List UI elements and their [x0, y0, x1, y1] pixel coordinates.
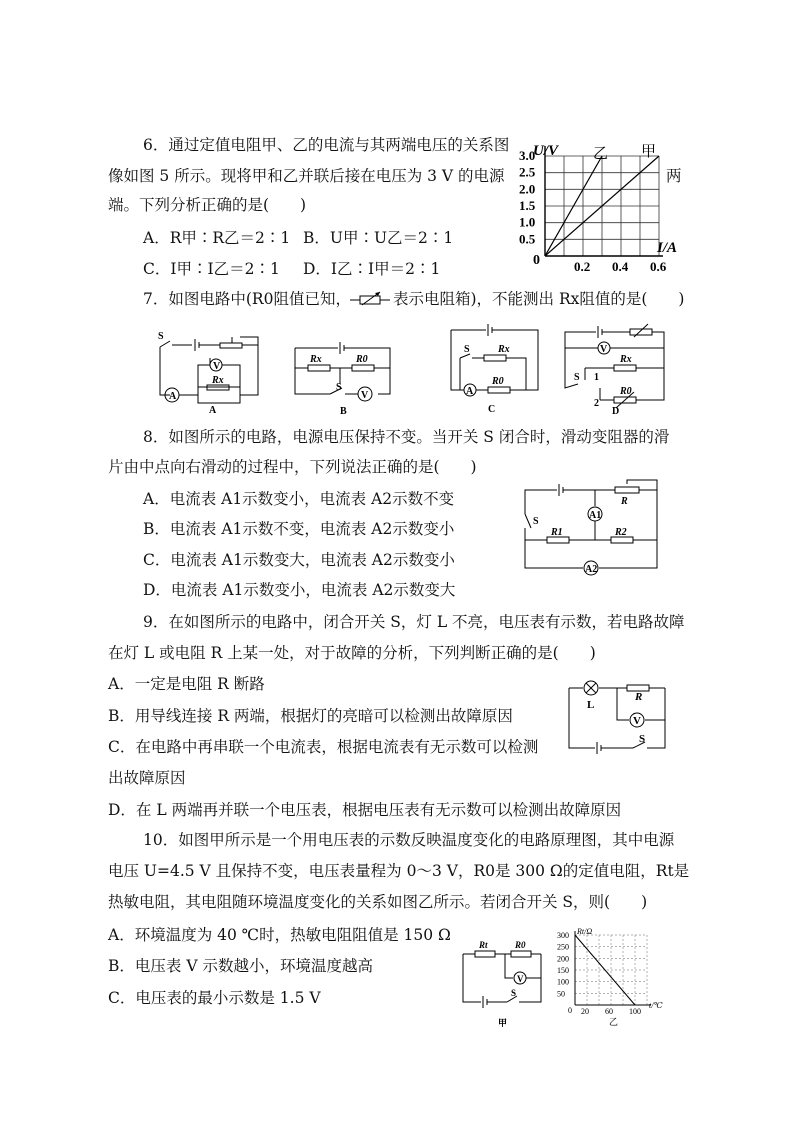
origin-label: 0 [568, 1006, 572, 1015]
circuit-label: A [209, 405, 217, 416]
q10-line1: 10．如图甲所示是一个用电压表的示数反映温度变化的电路原理图，其中电源 [143, 831, 675, 849]
rx-label: Rx [620, 354, 632, 365]
x-tick-label: 0.2 [574, 259, 591, 274]
q8-line2: 片由中点向右滑动的过程中，下列说法正确的是( ) [108, 458, 477, 476]
resistance-box-icon [350, 290, 392, 306]
q7-circuit-c [446, 318, 546, 418]
r0-label: R0 [492, 376, 504, 387]
ammeter-label: A [466, 386, 474, 397]
contact-1-label: 1 [594, 372, 599, 383]
q6-line2: 像如图 5 所示。现将甲和乙并联后接在电压为 3 V 的电源 [108, 167, 505, 185]
r2-label: R0 [356, 354, 368, 365]
switch-label: S [336, 382, 342, 393]
q6-option-b: B．U甲∶U乙＝2∶1 [303, 229, 454, 247]
q9-option-a: A．一定是电阻 R 断路 [108, 675, 265, 693]
caption-jia: 甲 [498, 1018, 508, 1028]
rheostat-label: R [621, 496, 628, 507]
caption-yi: 乙 [609, 1017, 619, 1027]
q10-option-b: B．电压表 V 示数越小，环境温度越高 [108, 957, 373, 975]
a2-label: A2 [585, 564, 598, 575]
contact-2-label: 2 [594, 398, 599, 409]
resistor-label: Rx [212, 375, 224, 386]
q8-option-b: B．电流表 A1示数不变，电流表 A2示数变小 [143, 520, 455, 538]
q7-circuit-b [290, 338, 400, 418]
q8-line1: 8．如图所示的电路，电源电压保持不变。当开关 S 闭合时，滑动变阻器的滑 [143, 428, 670, 446]
circuit-label: D [612, 406, 620, 417]
switch-label: S [158, 331, 164, 342]
q10-graph-yi [555, 925, 675, 1030]
q10-option-a: A．环境温度为 40 ℃时，热敏电阻阻值是 150 Ω [108, 926, 451, 944]
y-tick-label: 0.5 [519, 231, 536, 247]
y-tick-label: 300 [557, 931, 569, 940]
q6-option-a: A．R甲∶R乙＝2∶1 [143, 229, 291, 247]
r0-label: R0 [620, 386, 632, 397]
q10-line3: 热敏电阻，其电阻随环境温度变化的关系如图乙所示。若闭合开关 S，则( ) [108, 893, 648, 911]
circuit-label: C [488, 404, 496, 415]
q6-line1: 6．通过定值电阻甲、乙的电流与其两端电压的关系图 [143, 136, 510, 154]
y-tick-label: 1.0 [519, 214, 536, 230]
graph-grid [575, 935, 647, 1005]
rx-label: Rx [498, 344, 510, 355]
q10-circuit-jia [455, 940, 551, 1030]
r0-label: R0 [515, 940, 526, 950]
q10-line2: 电压 U=4.5 V 且保持不变，电压表量程为 0～3 V，R0是 300 Ω的定值电阻，Rt是 [108, 862, 690, 880]
y-tick-label: 50 [557, 989, 565, 999]
x-tick-label: 60 [605, 1007, 613, 1016]
q10-option-c: C．电压表的最小示数是 1.5 V [108, 989, 321, 1007]
resistor-label: R [635, 691, 643, 703]
x-tick-label: 0.6 [650, 259, 667, 274]
voltmeter-label: V [213, 361, 221, 372]
x-tick-label: 20 [581, 1007, 589, 1016]
q8-option-d: D．电流表 A1示数变小，电流表 A2示数变大 [143, 581, 456, 599]
y-tick-label: 2.5 [519, 164, 536, 180]
a1-label: A1 [589, 510, 602, 521]
q7-line1-tail: 表示电阻箱)，不能测出 Rx阻值的是( ) [393, 290, 685, 308]
q8-option-c: C．电流表 A1示数变大，电流表 A2示数变小 [143, 551, 455, 569]
q7-circuit-a [150, 325, 270, 415]
y-axis-label: U/V [533, 143, 559, 159]
q9-line1: 9．在如图所示的电路中，闭合开关 S，灯 L 不亮，电压表有示数，若电路故障 [143, 613, 685, 631]
x-tick-label: 100 [629, 1007, 641, 1016]
series-label-jia: 甲 [641, 144, 657, 160]
y-tick-label: 250 [557, 942, 569, 952]
y-axis-label: Rt/Ω [577, 927, 593, 936]
y-tick-label: 2.0 [519, 181, 536, 197]
x-axis-label: t/℃ [649, 1001, 663, 1010]
q9-option-c-line1: C．在电路中再串联一个电流表，根据电流表有无示数可以检测 [108, 738, 539, 756]
y-tick-label: 100 [557, 977, 569, 987]
switch-label: S [511, 988, 517, 998]
x-axis-label: I/A [657, 240, 678, 256]
circuit-label: B [340, 406, 347, 417]
q6-line3: 端。下列分析正确的是( ) [108, 196, 307, 214]
x-tick-label: 0.4 [612, 259, 629, 274]
origin-label: 0 [533, 253, 540, 268]
ammeter-label: A [169, 391, 177, 402]
q9-option-d: D．在 L 两端再并联一个电压表，根据电压表有无示数可以检测出故障原因 [108, 801, 622, 819]
switch-label: S [639, 733, 646, 745]
lamp-label: L [587, 699, 595, 711]
voltmeter-label: V [600, 344, 608, 355]
r1-label: R1 [551, 527, 563, 538]
q8-option-a: A．电流表 A1示数变小，电流表 A2示数不变 [143, 490, 455, 508]
voltmeter-label: V [633, 715, 641, 727]
series-label-yi: 乙 [593, 146, 609, 162]
r2-label: R2 [615, 527, 627, 538]
q8-circuit [515, 476, 665, 580]
q6-option-d: D．I乙∶I甲＝2∶1 [303, 260, 441, 278]
switch-label: S [533, 516, 539, 527]
q9-option-c-line2: 出故障原因 [108, 769, 186, 787]
voltmeter-label: V [517, 974, 524, 984]
q7-circuit-d [560, 318, 670, 418]
q7-line1: 7．如图电路中(R0阻值已知， [143, 290, 351, 308]
q9-line2: 在灯 L 或电阻 R 上某一处，对于故障的分析，下列判断正确的是( ) [108, 644, 596, 662]
switch-label: S [574, 372, 580, 383]
r1-label: Rx [310, 354, 322, 365]
q9-circuit [565, 676, 671, 758]
voltmeter-label: V [361, 390, 369, 401]
y-tick-label: 200 [557, 954, 569, 964]
q6-ui-graph [515, 138, 678, 274]
y-tick-label: 150 [557, 966, 569, 975]
q9-option-b: B．用导线连接 R 两端，根据灯的亮暗可以检测出故障原因 [108, 707, 513, 725]
y-tick-label: 1.5 [519, 198, 536, 213]
q6-option-c: C．I甲∶I乙＝2∶1 [143, 260, 280, 278]
q6-line2-tail: 两 [666, 167, 682, 185]
rt-label: Rt [479, 940, 488, 950]
switch-label: S [464, 344, 470, 355]
y-tick-label: 3.0 [519, 148, 536, 163]
